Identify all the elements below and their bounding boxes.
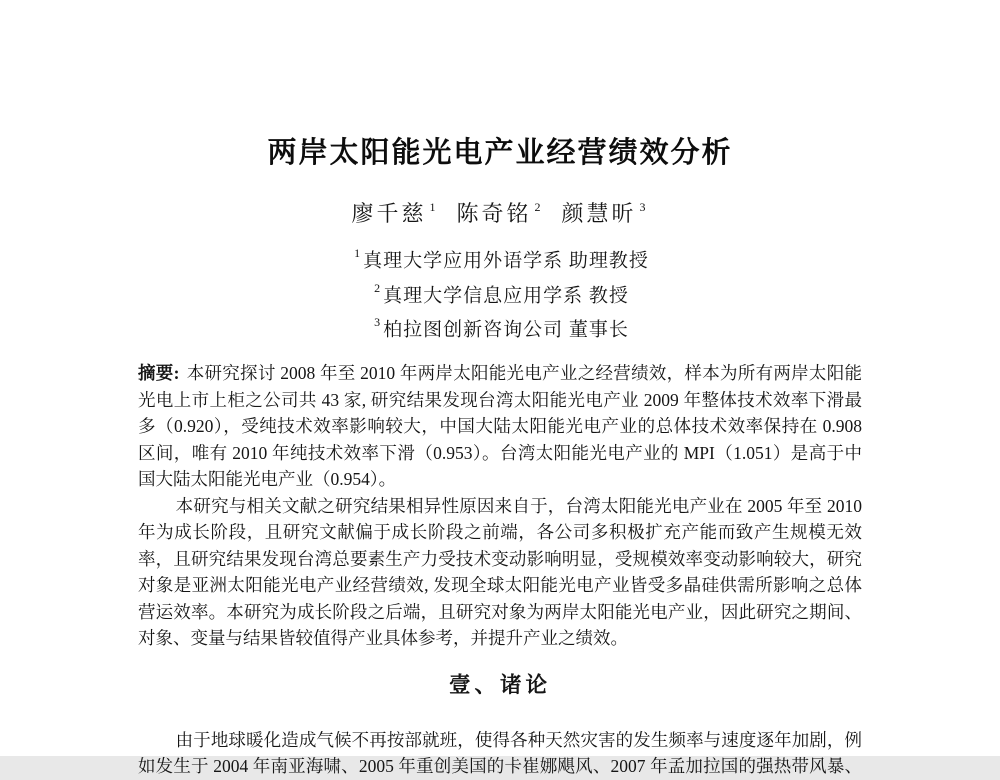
affiliation-3-text: 柏拉图创新咨询公司 董事长 [383, 319, 629, 341]
author-line [138, 196, 862, 227]
affiliation-3-superscript: 3 [374, 314, 381, 329]
abstract-line [138, 360, 862, 387]
abstract2-line: 营运效率。本研究为成长阶段之后端，且研究对象为两岸太阳能光电产业，因此研究之期间、 [138, 601, 862, 622]
paper-title: 两岸太阳能光电产业经营绩效分析 [267, 137, 733, 169]
introduction-line: 如发生于 2004 年南亚海啸、2005 年重创美国的卡崔娜飓风、2007 年孟加拉国的强热带风暴、 [138, 756, 862, 777]
author-1-name: 廖千慈 [351, 201, 427, 227]
affiliation-1-superscript: 1 [354, 246, 361, 261]
abstract-line: 国大陆太阳能光电产业（0.954）。 [138, 469, 397, 490]
affiliation-2-text: 真理大学信息应用学系 教授 [383, 284, 629, 306]
abstract2-line: 对象、变量与结果皆较值得产业具体参考，并提升产业之绩效。 [138, 628, 628, 649]
introduction-line: 由于地球暖化造成气候不再按部就班，使得各种天然灾害的发生频率与速度逐年加剧，例 [175, 729, 862, 750]
author-1 [351, 201, 438, 226]
author-3 [562, 201, 649, 226]
abstract2-line: 本研究与相关文献之研究结果相异性原因来自于，台湾太阳能光电产业在 2005 年至 2010 [175, 495, 862, 516]
abstract-line: 多（0.920），受纯技术效率影响较大，中国大陆太阳能光电产业的总体技术效率保持在 0.908 [138, 416, 862, 437]
author-3-superscript: 3 [639, 200, 646, 214]
abstract2-line: 对象是亚洲太阳能光电产业经营绩效, 发现全球太阳能光电产业皆受多晶硅供需所影响之总体 [138, 575, 862, 596]
abstract-label: 摘要: [138, 363, 180, 384]
author-2-superscript: 2 [534, 200, 541, 214]
page-content [0, 136, 1000, 780]
author-2-name: 陈奇铭 [456, 201, 532, 227]
abstract-line: 区间，唯有 2010 年纯技术效率下滑（0.953）。台湾太阳能光电产业的 MPI（1.051）是高于中 [138, 442, 862, 463]
abstract-paragraph [138, 360, 862, 493]
abstract-line: 光电上市上柜之公司共 43 家, 研究结果发现台湾太阳能光电产业 2009 年整体技术效率下滑最 [138, 389, 862, 410]
affiliation-2-superscript: 2 [374, 280, 381, 295]
affiliation-2 [138, 276, 862, 310]
section-1-heading: 壹、诸论 [448, 672, 551, 697]
abstract-paragraph-2 [138, 493, 862, 652]
abstract2-line: 年为成长阶段，且研究文献偏于成长阶段之前端，各公司多积极扩充产能而致产生规模无效 [138, 522, 862, 543]
affiliation-1-text: 真理大学应用外语学系 助理教授 [363, 250, 649, 272]
introduction-paragraph [138, 727, 862, 780]
abstract2-line: 率，且研究结果发现台湾总要素生产力受技术变动影响明显，受规模效率变动影响较大，研究 [138, 548, 862, 569]
abstract-line-text: 本研究探讨 2008 年至 2010 年两岸太阳能光电产业之经营绩效，样本为所有两岸太阳能 [186, 363, 863, 384]
affiliation-3 [138, 310, 862, 344]
author-3-name: 颜慧昕 [561, 201, 637, 227]
affiliation-1 [138, 241, 862, 275]
author-1-superscript: 1 [429, 200, 436, 214]
author-2 [456, 201, 543, 226]
affiliation-list [138, 241, 862, 344]
